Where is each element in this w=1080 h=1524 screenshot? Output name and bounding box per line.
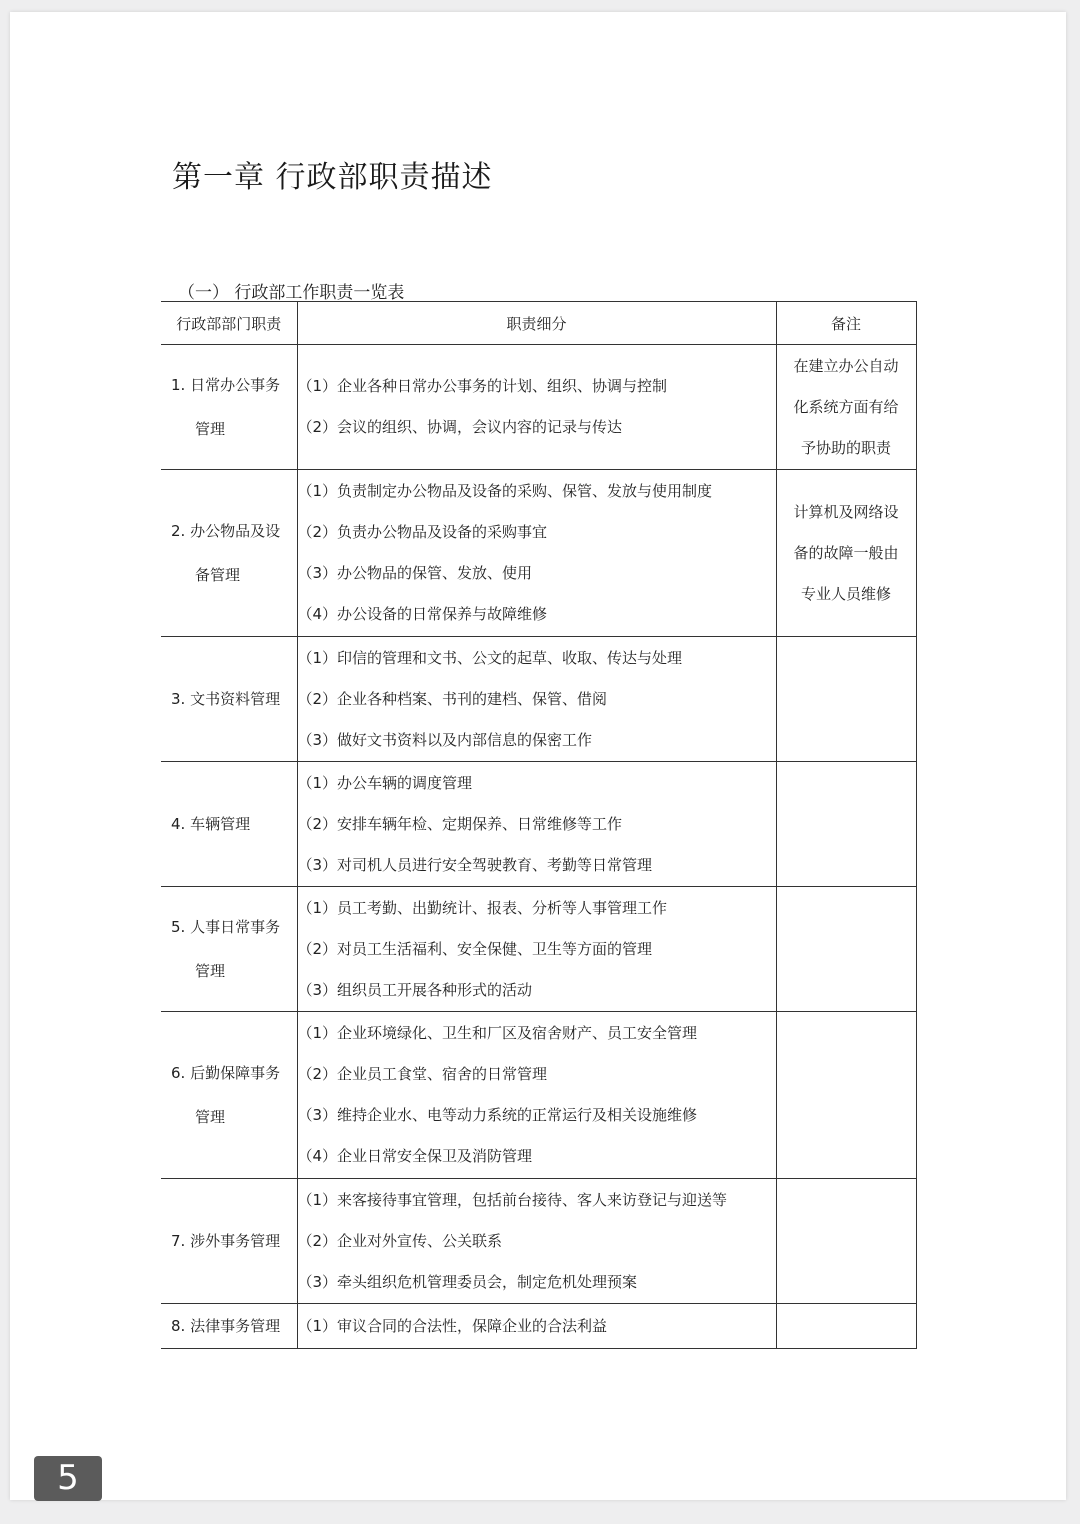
note-cell [776,470,916,637]
note-cell [776,637,916,762]
dept-cell [161,887,297,1012]
note-line: 在建立办公自动 [793,356,899,375]
detail-item: （4）办公设备的日常保养与故障维修 [297,605,548,623]
dept-cell [161,1179,297,1304]
detail-cell [297,887,776,1012]
note-cell [776,887,916,1012]
detail-cell [297,637,776,762]
detail-item: （2）企业对外宣传、公关联系 [297,1231,503,1250]
detail-cell [297,470,776,637]
detail-item: （2）对员工生活福利、安全保健、卫生等方面的管理 [297,939,653,958]
dept-label-cont: 备管理 [195,566,241,584]
header-note: 备注 [776,302,916,345]
note-cell [776,345,916,470]
dept-label: 4. 车辆管理 [171,815,251,833]
dept-label: 2. 办公物品及设 [171,522,281,540]
dept-cell [161,470,297,637]
note-line: 专业人员维修 [800,584,891,603]
dept-label: 3. 文书资料管理 [171,690,281,708]
detail-item: （4）企业日常安全保卫及消防管理 [297,1147,533,1165]
dept-label-cont: 管理 [195,1108,226,1126]
table-row [161,637,916,762]
detail-cell [297,1304,776,1349]
chapter-title: 第一章 行政部职责描述 [172,160,493,195]
dept-cell [161,762,297,887]
dept-label: 6. 后勤保障事务 [171,1064,281,1082]
section-title: （一） 行政部工作职责一览表 [178,283,405,303]
note-cell [776,1304,916,1349]
table-row [161,762,916,887]
dept-label: 5. 人事日常事务 [171,918,281,936]
detail-item: （1）来客接待事宜管理，包括前台接待、客人来访登记与迎送等 [297,1190,728,1209]
detail-cell [297,1012,776,1179]
dept-label-cont: 管理 [195,962,226,980]
table-header-row [161,302,916,345]
detail-cell [297,345,776,470]
detail-item: （3）对司机人员进行安全驾驶教育、考勤等日常管理 [297,855,653,874]
dept-cell [161,1012,297,1179]
detail-item: （2）会议的组织、协调，会议内容的记录与传达 [297,418,623,436]
dept-label: 7. 涉外事务管理 [171,1232,281,1250]
table-row [161,470,916,637]
detail-item: （3）组织员工开展各种形式的活动 [297,980,533,999]
table-row [161,1012,916,1179]
detail-item: （1）企业环境绿化、卫生和厂区及宿舍财产、员工安全管理 [297,1024,698,1042]
detail-item: （2）企业各种档案、书刊的建档、保管、借阅 [297,689,608,708]
header-detail: 职责细分 [297,302,776,345]
detail-item: （3）做好文书资料以及内部信息的保密工作 [297,730,593,749]
document-page [10,12,1066,1500]
dept-label: 8. 法律事务管理 [171,1317,281,1335]
dept-cell [161,637,297,762]
note-line: 备的故障一般由 [793,543,899,562]
detail-item: （1）审议合同的合法性，保障企业的合法利益 [297,1316,608,1335]
detail-item: （3）维持企业水、电等动力系统的正常运行及相关设施维修 [297,1106,698,1124]
note-line: 计算机及网络设 [793,502,899,521]
dept-cell [161,345,297,470]
table-row [161,345,916,470]
duty-table [161,301,917,1349]
detail-cell [297,762,776,887]
detail-item: （1）办公车辆的调度管理 [297,773,473,792]
detail-item: （2）安排车辆年检、定期保养、日常维修等工作 [297,814,623,833]
detail-item: （2）负责办公物品及设备的采购事宜 [297,523,548,541]
dept-label-cont: 管理 [195,420,226,438]
detail-item: （1）负责制定办公物品及设备的采购、保管、发放与使用制度 [297,482,713,500]
dept-label: 1. 日常办公事务 [171,376,281,394]
detail-item: （1）企业各种日常办公事务的计划、组织、协调与控制 [297,377,668,395]
detail-item: （3）办公物品的保管、发放、使用 [297,564,533,582]
note-cell [776,1179,916,1304]
detail-item: （3）牵头组织危机管理委员会，制定危机处理预案 [297,1272,638,1291]
header-dept: 行政部部门职责 [161,302,297,345]
note-cell [776,762,916,887]
note-line: 化系统方面有给 [793,397,899,416]
detail-item: （1）员工考勤、出勤统计、报表、分析等人事管理工作 [297,898,668,917]
table-row [161,1304,916,1349]
table-row [161,1179,916,1304]
page-number-badge: 5 [34,1456,102,1501]
detail-item: （2）企业员工食堂、宿舍的日常管理 [297,1065,548,1083]
dept-cell [161,1304,297,1349]
note-line: 予协助的职责 [800,438,891,457]
note-cell [776,1012,916,1179]
detail-item: （1）印信的管理和文书、公文的起草、收取、传达与处理 [297,648,683,667]
detail-cell [297,1179,776,1304]
table-row [161,887,916,1012]
